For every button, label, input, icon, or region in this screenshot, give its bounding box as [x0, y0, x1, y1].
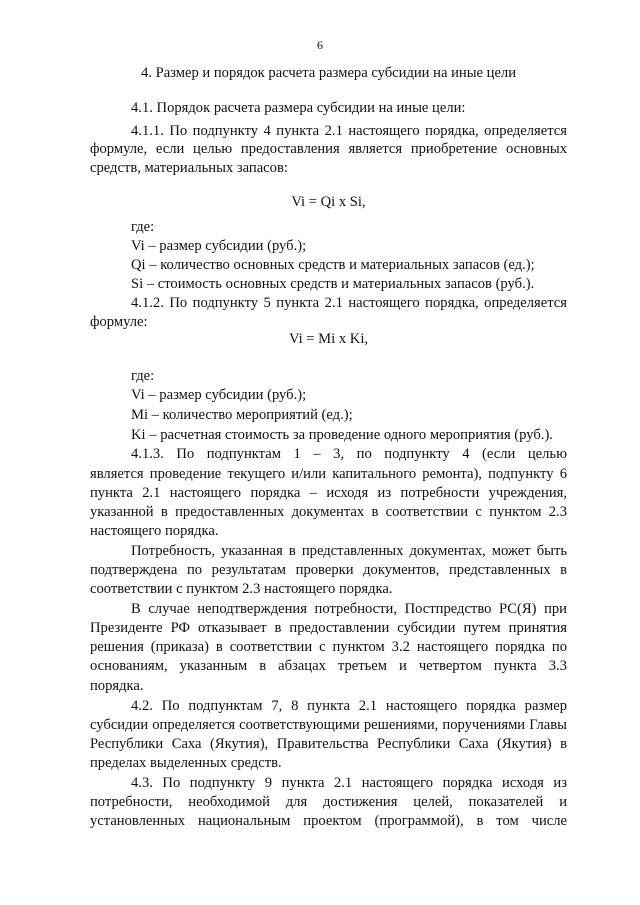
section-heading: 4. Размер и порядок расчета размера субсидии на иные цели: [140, 65, 517, 81]
text-line: 4.2. По подпунктам 7, 8 пункта 2.1 настоящего порядка размер: [131, 698, 567, 714]
text-line: 4.1. Порядок расчета размера субсидии на иные цели:: [131, 100, 466, 116]
text-line: 4.1.1. По подпункту 4 пункта 2.1 настоящего порядка, определяется: [131, 123, 567, 139]
text-line: настоящего порядка.: [90, 523, 219, 539]
text-line: Республики Саха (Якутия), Правительства Республики Саха (Якутия) в: [90, 736, 567, 752]
text-line: Потребность, указанная в представленных документах, может быть: [131, 543, 567, 559]
formula: Vi = Qi x Si,: [291, 194, 366, 210]
text-line: 4.3. По подпункту 9 пункта 2.1 настоящего порядка исходя из: [131, 775, 567, 791]
page-number: 6: [317, 38, 323, 52]
text-line: подтверждена по результатам проверки документов, представленных в: [90, 562, 567, 578]
text-line: где:: [131, 368, 155, 384]
formula: Vi = Mi x Ki,: [288, 331, 369, 347]
text-line: решения (приказа) в соответствии с пунктом 3.2 настоящего порядка по: [90, 639, 567, 655]
text-line: Si – стоимость основных средств и материальных запасов (руб.).: [131, 276, 535, 292]
text-line: средств, материальных запасов:: [90, 160, 288, 176]
text-line: В случае неподтверждения потребности, Постпредство РС(Я) при: [131, 601, 567, 617]
text-line: потребности, необходимой для достижения целей, показателей и: [90, 794, 567, 810]
text-line: Vi – размер субсидии (руб.);: [131, 238, 307, 254]
text-line: формуле:: [90, 314, 148, 330]
text-line: где:: [131, 219, 155, 235]
text-line: является проведение текущего и/или капитального ремонта), подпункту 6: [90, 466, 567, 482]
text-line: порядка.: [90, 678, 144, 694]
text-line: Qi – количество основных средств и материальных запасов (ед.);: [131, 257, 535, 273]
text-line: 4.1.3. По подпунктам 1 – 3, по подпункту 4 (если целью: [131, 446, 567, 462]
text-line: пункта 2.1 настоящего порядка – исходя из потребности учреждения,: [90, 485, 567, 501]
text-line: установленных национальным проектом (программой), в том числе: [90, 813, 567, 829]
text-line: формуле, если целью предоставления является приобретение основных: [90, 141, 567, 157]
text-line: субсидии определяется соответствующими решениями, поручениями Главы: [90, 717, 567, 733]
text-line: Президенте РФ отказывает в предоставлении субсидии путем принятия: [90, 620, 567, 636]
text-line: Mi – количество мероприятий (ед.);: [131, 407, 353, 423]
text-line: указанной в предоставленных документах в соответствии с пунктом 2.3: [90, 504, 567, 520]
text-line: Ki – расчетная стоимость за проведение одного мероприятия (руб.).: [131, 427, 553, 443]
text-line: основаниям, указанным в абзацах третьем и четвертом пункта 3.3: [90, 658, 567, 674]
text-line: пределах выделенных средств.: [90, 755, 282, 771]
text-line: соответствии с пунктом 2.3 настоящего порядка.: [90, 581, 393, 597]
text-line: 4.1.2. По подпункту 5 пункта 2.1 настоящего порядка, определяется: [131, 295, 567, 311]
text-line: Vi – размер субсидии (руб.);: [131, 387, 307, 403]
